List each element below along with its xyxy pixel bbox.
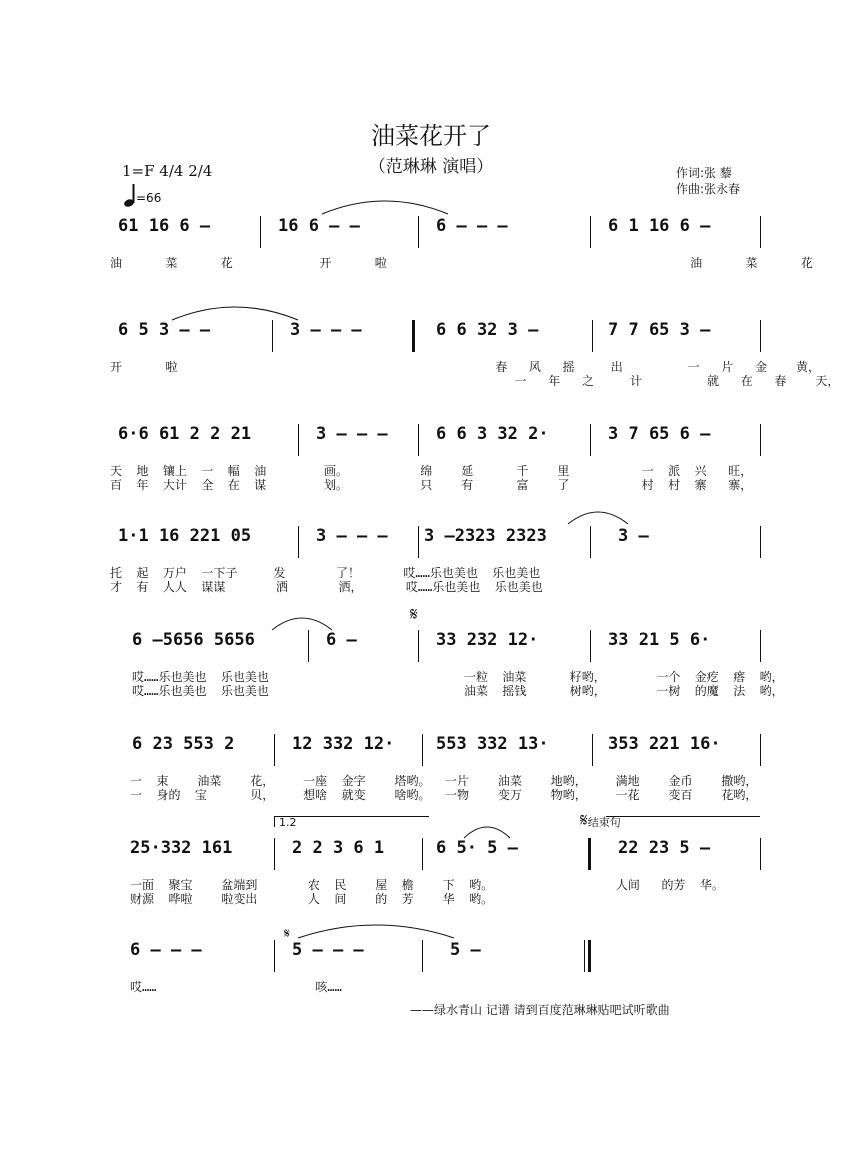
- measure: 3 7 65 6 –: [608, 424, 711, 444]
- coda-label: 结束句: [587, 816, 621, 829]
- score-row-8: [110, 926, 770, 1004]
- lyrics-verse-1: 天 地 镶上 一 幅 油 画。 绵 延 千 里 一 派 兴 旺，: [110, 464, 753, 478]
- measure: 6 5 3 – –: [118, 320, 211, 340]
- measure: 3 – – –: [290, 320, 362, 340]
- lyrics-verse-2: 百 年 大计 全 在 谋 划。 只 有 富 了 村 村 寨 寨，: [110, 478, 753, 492]
- measure: 3 – – –: [316, 526, 388, 546]
- measure: 6 23 553 2: [132, 734, 235, 754]
- segno-icon: 𝄋: [410, 604, 418, 625]
- lyrics-verse-2: 哎……乐也美也 乐也美也 油菜 摇钱 树哟， 一树 的魔 法 哟，: [132, 684, 784, 698]
- coda-marker: [580, 810, 621, 831]
- measure: 1·1 16 221 05: [118, 526, 252, 546]
- tie-arc: [462, 820, 512, 840]
- score-row-6: [110, 728, 770, 808]
- score-row-5: [110, 604, 784, 704]
- measure: 16 6 – –: [278, 216, 360, 236]
- measure: 6 – – –: [130, 940, 202, 960]
- lyrics-verse-2: 一 年 之 计 就 在 春 天，: [110, 374, 840, 388]
- tie-arc: [270, 612, 334, 632]
- measure: 6 5· 5 –: [436, 838, 518, 858]
- measure: 6 –: [326, 630, 357, 650]
- lyrics-verse-1: 一面 聚宝 盆端到 农 民 屋 檐 下 哟。 人间 的芳 华。: [130, 878, 725, 892]
- segno-icon: 𝄋: [580, 810, 588, 831]
- composer-credit: 作曲:张永春: [676, 182, 741, 196]
- score-row-1: [110, 210, 813, 290]
- tie-arc: [320, 196, 450, 216]
- lyrics-verse-2: 财源 哗啦 啦变出 人 间 的 芳 华 哟。: [130, 892, 494, 906]
- measure: 6·6 61 2 2 21: [118, 424, 252, 444]
- lyrics-verse-2: 才 有 人人 谋谋 洒 洒， 哎……乐也美也 乐也美也: [110, 580, 543, 594]
- score-row-4: [110, 520, 770, 600]
- tie-arc: [566, 506, 630, 526]
- measure: 5 – – –: [292, 940, 364, 960]
- lyricist-credit: 作词:张 藜: [676, 166, 732, 180]
- score-row-2: [110, 314, 840, 394]
- measure: 33 232 12·: [436, 630, 539, 650]
- measure: 6 6 3 32 2·: [436, 424, 549, 444]
- lyrics-verse-1: 开 啦 春 风 摇 出 一 片 金 黄，: [110, 360, 820, 374]
- lyrics-verse-1: 哎…… 咳……: [130, 980, 342, 994]
- lyrics-verse-1: 油 菜 花 开 啦 油 菜 花: [110, 256, 813, 270]
- measure: 12 332 12·: [292, 734, 395, 754]
- tie-arc: [296, 920, 456, 940]
- measure: 33 21 5 6·: [608, 630, 711, 650]
- measure: 22 23 5 –: [618, 838, 711, 858]
- lyrics-verse-1: 托 起 万户 一下子 发 了！ 哎……乐也美也 乐也美也: [110, 566, 541, 580]
- tempo-marking: =66: [136, 191, 162, 205]
- volta-bracket: 1.2: [274, 816, 429, 827]
- footer-credit: ——绿水青山 记谱 请到百度范琳琳贴吧试听歌曲: [410, 1003, 670, 1017]
- measure: 5 –: [450, 940, 481, 960]
- lyrics-verse-2: 一 身的 宝 贝， 想啥 就变 啥哟。 一物 变万 物哟， 一花 变百 花哟，: [130, 788, 758, 802]
- measure: 3 – – –: [316, 424, 388, 444]
- measure: 7 7 65 3 –: [608, 320, 711, 340]
- key-signature: 1=F 4/4 2/4: [122, 162, 213, 180]
- measure: 6 – – –: [436, 216, 508, 236]
- lyrics-verse-1: 哎……乐也美也 乐也美也 一粒 油菜 籽哟， 一个 金疙 瘩 哟，: [132, 670, 784, 684]
- measure: 6 –5656 5656: [132, 630, 255, 650]
- measure: 6 1 16 6 –: [608, 216, 711, 236]
- segno-icon: 𝄋: [284, 926, 291, 942]
- measure: 25·332 161: [130, 838, 233, 858]
- song-title: 油菜花开了: [371, 122, 491, 150]
- song-subtitle: （范琳琳 演唱）: [368, 157, 494, 177]
- measure: 61 16 6 –: [118, 216, 211, 236]
- measure: 3 –: [618, 526, 649, 546]
- measure: 553 332 13·: [436, 734, 549, 754]
- score-row-7: [110, 810, 770, 912]
- measure: 353 221 16·: [608, 734, 721, 754]
- measure: 2 2 3 6 1: [292, 838, 385, 858]
- measure: 6 6 32 3 –: [436, 320, 539, 340]
- score-row-3: [110, 418, 770, 498]
- measure: 3 –2323 2323: [424, 526, 547, 546]
- lyrics-verse-1: 一 束 油菜 花， 一座 金字 塔哟。 一片 油菜 地哟， 满地 金币 撒哟，: [130, 774, 758, 788]
- tie-arc: [170, 302, 300, 322]
